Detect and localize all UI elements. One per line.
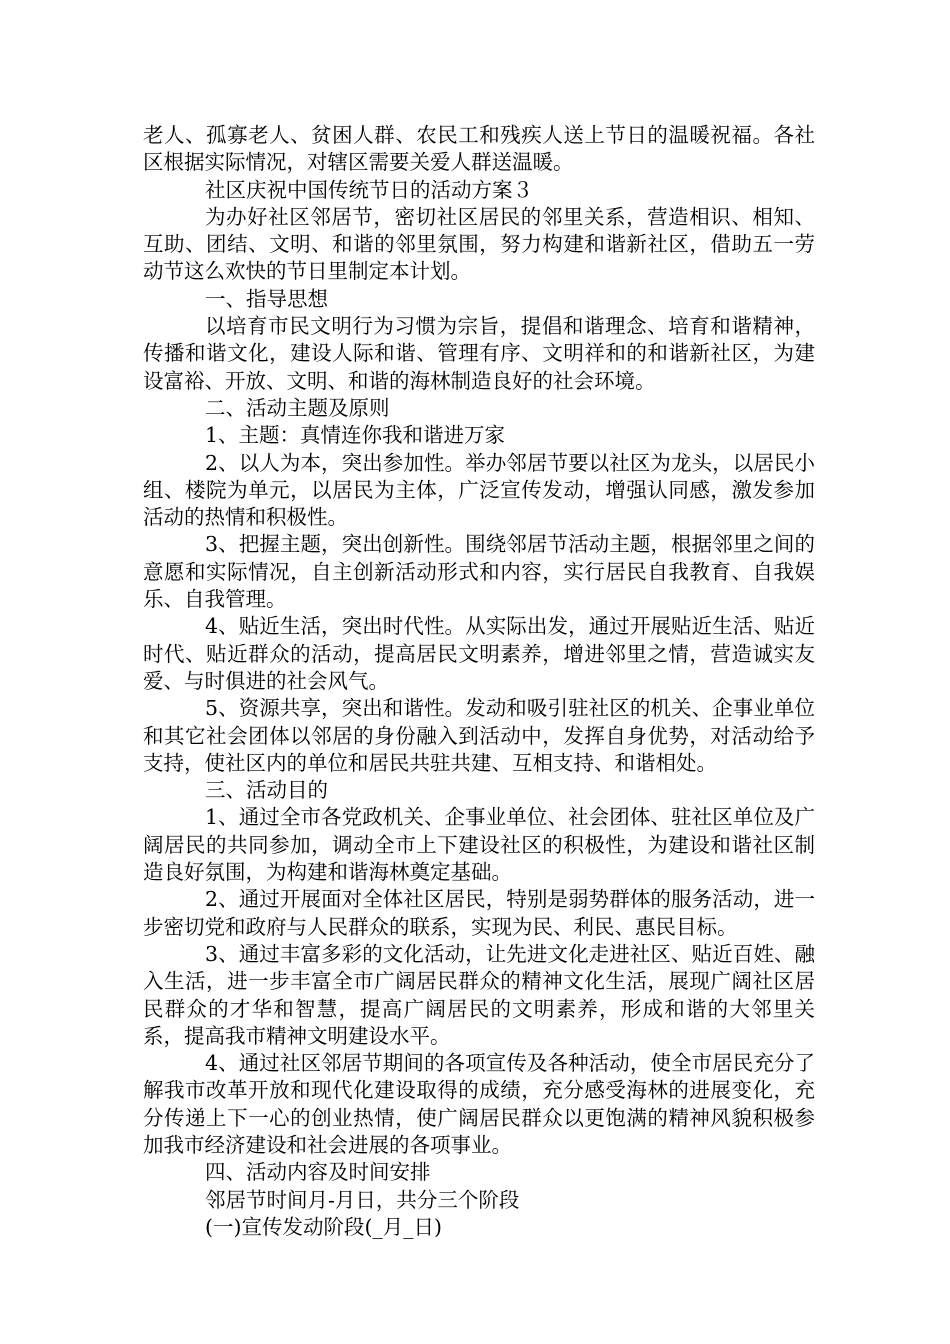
list-item-principle-2: 2、以人为本，突出参加性。举办邻居节要以社区为龙头，以居民小组、楼院为单元，以居民为主体，广泛宣传发动，增强认同感，激发参加活动的热情和积极性。: [143, 450, 815, 530]
list-item-theme: 1、主题：真情连你我和谐进万家: [205, 423, 506, 448]
list-item-principle-4: 4、贴近生活，突出时代性。从实际出发，通过开展贴近生活、贴近时代、贴近群众的活动，提高居民文明素养，增进邻里之情，营造诚实友爱、与时俱进的社会风气。: [143, 614, 815, 693]
paragraph-guiding-ideology: 以培育市民文明行为习惯为宗旨，提倡和谐理念、培育和谐精神，传播和谐文化，建设人际和谐、管理有序、文明祥和的和谐新社区，为建设富裕、开放、文明、和谐的海林制造良好的社会环境。: [143, 314, 815, 393]
heading-activity-purpose: 三、活动目的: [205, 778, 328, 803]
paragraph-intro: 为办好社区邻居节，密切社区居民的邻里关系，营造相识、相知、互助、团结、文明、和谐的邻里氛围，努力构建和谐新社区，借助五一劳动节这么欢快的节日里制定本计划。: [143, 204, 815, 284]
heading-theme-principles: 二、活动主题及原则: [205, 395, 390, 420]
heading-guiding-ideology: 一、指导思想: [205, 286, 328, 311]
paragraph-schedule: 邻居节时间月-月日，共分三个阶段: [205, 1187, 520, 1212]
list-item-purpose-4: 4、通过社区邻居节期间的各项宣传及各种活动，使全市居民充分了解我市改革开放和现代化建设取得的成绩，充分感受海林的进展变化，充分传递上下一心的创业热情，使广阔居民群众以更饱满的精神风貌积极参加我市经济建设和社会进展的各项事业。: [143, 1051, 815, 1157]
subheading-phase-1: (一)宣传发动阶段(_月_日): [205, 1214, 442, 1239]
document-body: [143, 122, 815, 1241]
list-item-purpose-2: 2、通过开展面对全体社区居民，特别是弱势群体的服务活动，进一步密切党和政府与人民群众的联系，实现为民、利民、惠民目标。: [143, 887, 815, 939]
list-item-purpose-1: 1、通过全市各党政机关、企事业单位、社会团体、驻社区单位及广阔居民的共同参加，调动全市上下建设社区的积极性，为建设和谐社区制造良好氛围，为构建和谐海林奠定基础。: [143, 805, 815, 885]
paragraph-1: 老人、孤寡老人、贫困人群、农民工和残疾人送上节日的温暖祝福。各社区根据实际情况，对辖区需要关爱人群送温暖。: [143, 123, 815, 175]
list-item-principle-3: 3、把握主题，突出创新性。围绕邻居节活动主题，根据邻里之间的意愿和实际情况，自主创新活动形式和内容，实行居民自我教育、自我娱乐、自我管理。: [143, 532, 815, 612]
list-item-principle-5: 5、资源共享，突出和谐性。发动和吸引驻社区的机关、企事业单位和其它社会团体以邻居的身份融入到活动中，发挥自身优势，对活动给予支持，使社区内的单位和居民共驻共建、互相支持、和谐相处。: [143, 696, 815, 775]
section-title: 社区庆祝中国传统节日的活动方案３: [205, 177, 533, 202]
list-item-purpose-3: 3、通过丰富多彩的文化活动，让先进文化走进社区、贴近百姓、融入生活，进一步丰富全市广阔居民群众的精神文化生活，展现广阔社区居民群众的才华和智慧，提高广阔居民的文明素养，形成和谐的大邻里关系，提高我市精神文明建设水平。: [143, 941, 815, 1048]
heading-content-schedule: 四、活动内容及时间安排: [205, 1160, 431, 1185]
